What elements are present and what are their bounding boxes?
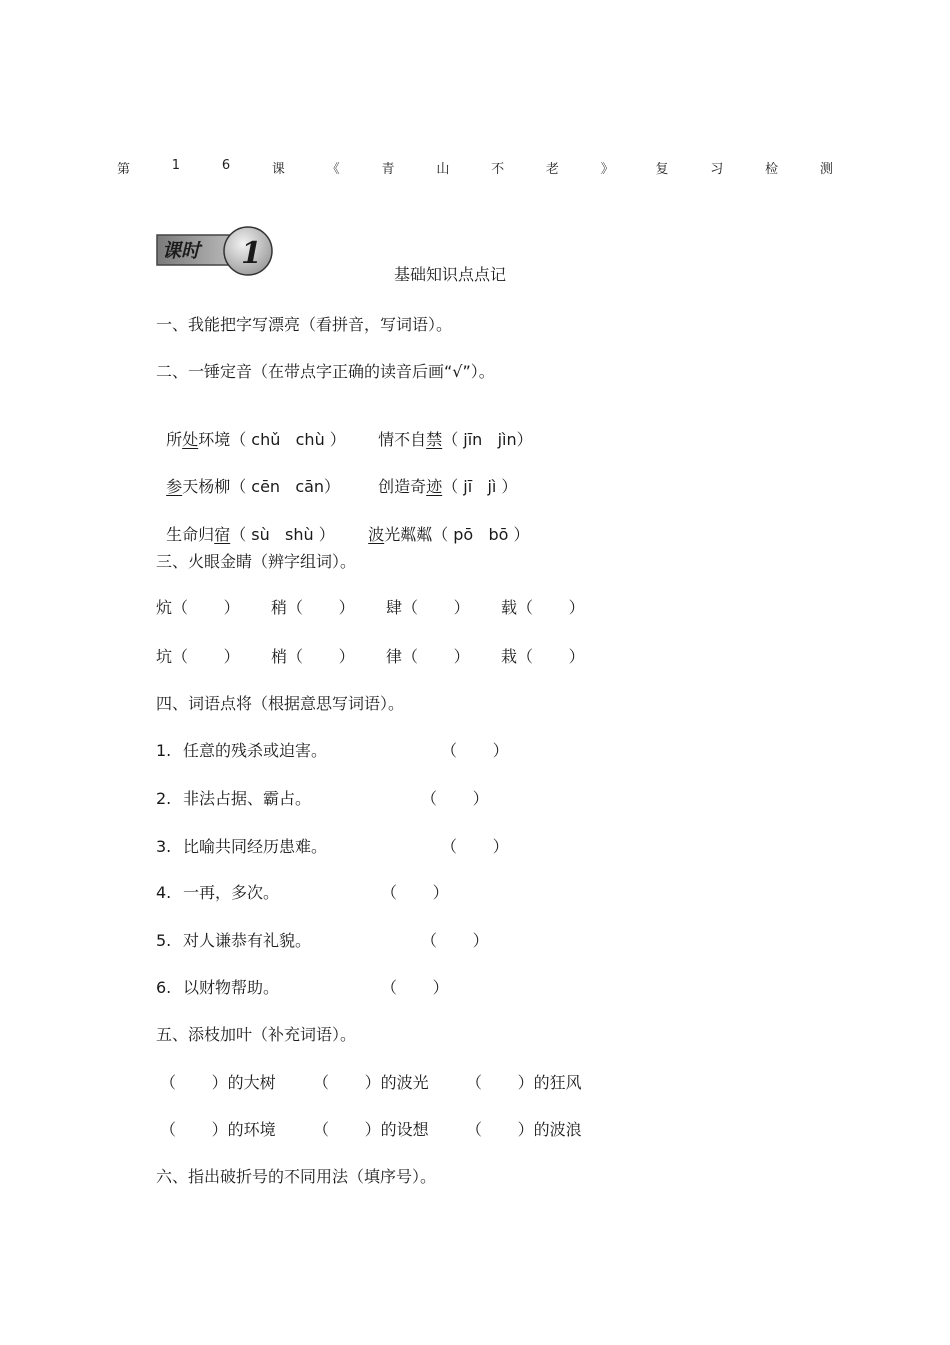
q4-item: 3. 比喻共同经历患难。 （ ） — [156, 837, 509, 856]
q3-item: 坑（ ） — [156, 647, 240, 666]
q2-row — [156, 457, 517, 497]
badge-number: 1 — [241, 236, 262, 271]
q5-item: （ ）的设想 — [313, 1120, 429, 1139]
q6-heading: 六、指出破折号的不同用法（填序号）。 — [156, 1167, 437, 1186]
title-char: 课 — [271, 162, 285, 177]
q3-item: 律（ ） — [386, 647, 470, 666]
q3-row — [156, 647, 585, 667]
q5-item: （ ）的狂风 — [466, 1073, 582, 1092]
answer-blank: （ ） — [421, 789, 489, 808]
q3-item: 栽（ ） — [501, 647, 585, 666]
title-char: 《 — [326, 162, 340, 177]
title-char: 山 — [436, 162, 450, 177]
q4-item: 6. 以财物帮助。 （ ） — [156, 978, 449, 997]
q2-row — [156, 410, 533, 450]
q5-item: （ ）的环境 — [160, 1120, 276, 1139]
q4-item: 5. 对人谦恭有礼貌。 （ ） — [156, 931, 489, 950]
title-char: 习 — [710, 162, 724, 177]
answer-blank: （ ） — [421, 931, 489, 950]
q2-item: 生命归宿（ sù shù ） — [166, 525, 335, 544]
q5-heading: 五、添枝加叶（补充词语）。 — [156, 1025, 357, 1044]
q4-item: 4. 一再，多次。 （ ） — [156, 883, 449, 902]
lesson-badge — [156, 226, 276, 276]
q4-item: 1. 任意的残杀或迫害。 （ ） — [156, 741, 509, 760]
q5-item: （ ）的波光 — [313, 1073, 429, 1092]
q3-item: 稍（ ） — [271, 598, 355, 617]
badge-label: 课时 — [162, 240, 201, 262]
answer-blank: （ ） — [381, 883, 449, 902]
q1-heading: 一、我能把字写漂亮（看拼音，写词语）。 — [156, 315, 453, 334]
answer-blank: （ ） — [441, 741, 509, 760]
q3-item: 载（ ） — [501, 598, 585, 617]
title-char: 测 — [819, 162, 833, 177]
q4-item: 2. 非法占据、霸占。 （ ） — [156, 789, 489, 808]
q3-row — [156, 598, 585, 618]
title-char: 6 — [221, 158, 231, 173]
q2-heading: 二、一锤定音（在带点字正确的读音后画“√”）。 — [156, 362, 495, 381]
page-title — [117, 158, 833, 177]
title-char: 1 — [171, 158, 181, 173]
q5-row — [160, 1120, 582, 1140]
q3-heading: 三、火眼金睛（辨字组词）。 — [156, 552, 357, 571]
q5-item: （ ）的大树 — [160, 1073, 276, 1092]
q4-heading: 四、词语点将（根据意思写词语）。 — [156, 694, 405, 713]
q2-item: 波光粼粼（ pō bō ） — [368, 525, 530, 544]
q2-item: 情不自禁（ jīn jìn） — [378, 430, 533, 449]
title-char: 不 — [491, 162, 505, 177]
title-char: 检 — [765, 162, 779, 177]
q3-item: 肆（ ） — [386, 598, 470, 617]
q3-item: 炕（ ） — [156, 598, 240, 617]
title-char: 青 — [381, 162, 395, 177]
q5-row — [160, 1073, 582, 1093]
answer-blank: （ ） — [441, 837, 509, 856]
title-char: 老 — [545, 162, 559, 177]
title-char: 》 — [600, 162, 614, 177]
title-char: 第 — [117, 162, 131, 177]
q5-item: （ ）的波浪 — [466, 1120, 582, 1139]
title-char: 复 — [655, 162, 669, 177]
q3-item: 梢（ ） — [271, 647, 355, 666]
section-subtitle: 基础知识点点记 — [394, 265, 507, 284]
q2-item: 创造奇迹（ jī jì ） — [378, 477, 518, 496]
q2-item: 所处环境（ chǔ chù ） — [166, 430, 346, 449]
q2-row — [156, 505, 530, 545]
q2-item: 参天杨柳（ cēn cān） — [166, 477, 341, 496]
answer-blank: （ ） — [381, 978, 449, 997]
